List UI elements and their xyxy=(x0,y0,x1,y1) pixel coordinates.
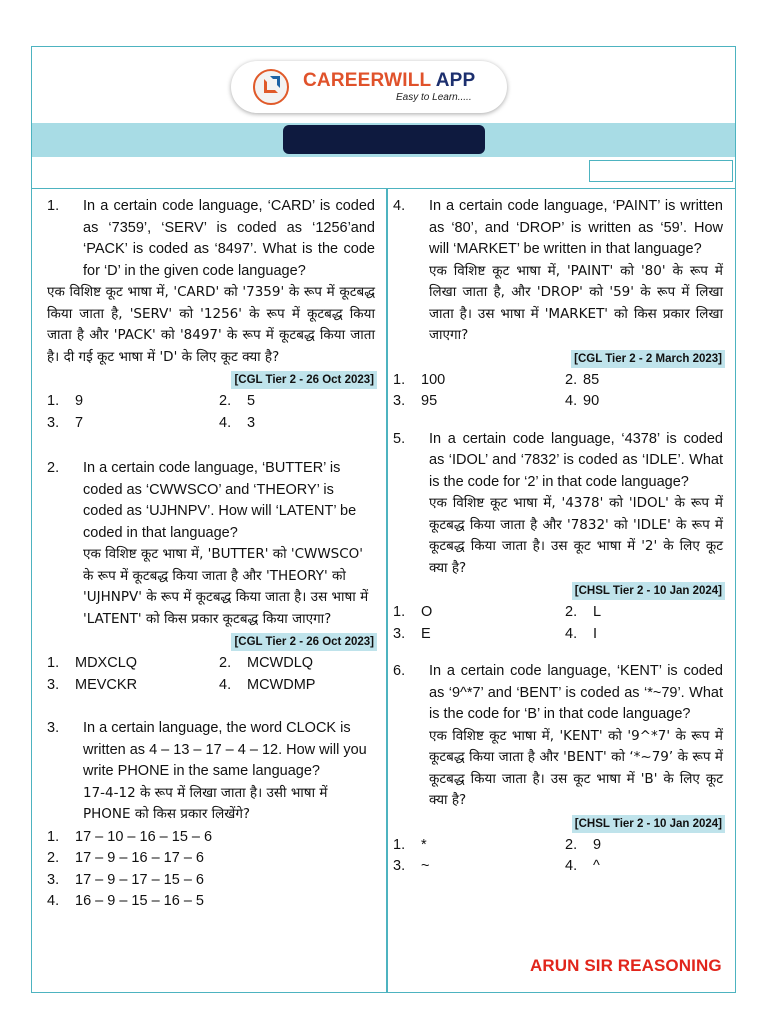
option-4[interactable]: 4. 3 xyxy=(219,414,256,431)
exam-source-badge: [CHSL Tier 2 - 10 Jan 2024] xyxy=(572,582,725,600)
option-2[interactable]: 2. L xyxy=(565,604,602,620)
question-number: 1. xyxy=(47,198,60,214)
option-4[interactable]: 4. 16 – 9 – 15 – 16 – 5 xyxy=(47,893,204,909)
exam-source-badge: [CGL Tier 2 - 2 March 2023] xyxy=(571,350,725,368)
question-text-en: In a certain language, the word CLOCK is written as 4 – 13 – 17 – 4 – 12. How will you write PHONE in the same language? xyxy=(83,720,367,779)
options-grid xyxy=(393,370,723,413)
option-3[interactable]: 3. 17 – 9 – 17 – 15 – 6 xyxy=(47,871,204,888)
question-4 xyxy=(393,196,723,413)
title-placeholder-pill xyxy=(283,125,485,154)
brand-logo-banner xyxy=(231,61,507,113)
option-3[interactable]: 3. ~ xyxy=(393,858,430,874)
question-number: 2. xyxy=(47,460,60,476)
question-text-hi: एक विशिष्ट कूट भाषा में, 'KENT' को '9^*7' के रूप में कूटबद्ध किया जाता है और 'BENT' को ‘*~79’ के रूप में कूटबद्ध किया जाता है। उस कूट भाषा में 'B' के लिए कूट क्या है? xyxy=(429,727,723,808)
option-2[interactable]: 2. 9 xyxy=(565,836,602,853)
question-3 xyxy=(47,718,375,913)
option-1[interactable]: 1. 9 xyxy=(47,393,84,409)
option-2[interactable]: 2. MCWDLQ xyxy=(219,655,314,671)
question-number: 4. xyxy=(393,198,406,214)
question-text-en: In a certain code language, ‘4378’ is coded as ‘IDOL’ and ‘7832’ is coded as ‘IDLE’. What is the code for ‘2’ in that code language? xyxy=(429,430,723,490)
option-1[interactable]: 1. MDXCLQ xyxy=(47,655,138,671)
careerwill-logo-icon xyxy=(253,69,289,105)
question-number: 5. xyxy=(393,430,406,447)
left-column xyxy=(47,196,375,913)
author-signature: ARUN SIR REASONING xyxy=(530,956,722,975)
option-3[interactable]: 3. 7 xyxy=(47,414,84,431)
options-grid xyxy=(393,602,723,645)
options-grid xyxy=(47,391,375,434)
question-5 xyxy=(393,429,723,646)
question-text-hi: एक विशिष्ट कूट भाषा में, 'PAINT' को '80' के रूप में लिखा जाता है, और 'DROP' को '59' के रूप में लिखा जाता है। उस भाषा में 'MARKET' को किस प्रकार लिखा जाएगा? xyxy=(429,262,723,343)
right-column xyxy=(393,196,723,878)
exam-source-badge: [CGL Tier 2 - 26 Oct 2023] xyxy=(231,371,377,389)
options-grid xyxy=(47,653,375,696)
question-text-hi: एक विशिष्ट कूट भाषा में, 'CARD' को '7359' के रूप में कूटबद्ध किया जाता है, 'SERV' को '1256' के रूप में कूटबद्ध किया जाता है और 'PACK' को '8497' के रूप में कूटबद्ध किया जाता है। दी गई कूट भाषा में 'D' के लिए कूट क्या है? xyxy=(47,284,375,365)
question-1 xyxy=(47,196,375,434)
page-number-box xyxy=(589,160,733,182)
option-4[interactable]: 4. 90 xyxy=(565,393,600,409)
brand-name-part2: APP xyxy=(430,70,476,91)
question-text-hi: 17-4-12 के रूप में लिखा जाता है। उसी भाषा में PHONE को किस प्रकार लिखेंगे? xyxy=(83,784,328,822)
option-3[interactable]: 3. E xyxy=(393,625,431,642)
exam-source-badge: [CGL Tier 2 - 26 Oct 2023] xyxy=(231,633,377,651)
option-2[interactable]: 2. 17 – 9 – 16 – 17 – 6 xyxy=(47,850,204,866)
option-4[interactable]: 4. ^ xyxy=(565,858,600,874)
options-list xyxy=(47,827,375,913)
question-text-hi: एक विशिष्ट कूट भाषा में, 'BUTTER' को 'CWWSCO' के रूप में कूटबद्ध किया जाता है और 'THEORY' को 'UJHNPV' के रूप में कूटबद्ध किया जाता है। उस भाषा में 'LATENT' को किस प्रकार कूटबद्ध किया जाएगा? xyxy=(83,546,369,627)
question-text-en: In a certain code language, ‘CARD’ is coded as ‘7359’, ‘SERV’ is coded as ‘1256’and ‘PACK’ is coded as ‘8497’. What is the code for ‘D’ in the given code language? xyxy=(83,198,375,279)
option-3[interactable]: 3. 95 xyxy=(393,393,438,409)
question-text-en: In a certain code language, ‘BUTTER’ is coded as ‘CWWSCO’ and ‘THEORY’ is coded as ‘UJHNPV’. How will ‘LATENT’ be coded in that language? xyxy=(83,460,357,541)
brand-tagline: Easy to Learn..... xyxy=(396,92,472,103)
option-1[interactable]: 1. 17 – 10 – 16 – 15 – 6 xyxy=(47,828,213,845)
options-grid xyxy=(393,835,723,878)
exam-source-badge: [CHSL Tier 2 - 10 Jan 2024] xyxy=(572,815,725,833)
option-2[interactable]: 2. 5 xyxy=(219,393,256,409)
option-3[interactable]: 3. MEVCKR xyxy=(47,676,138,693)
question-text-en: In a certain code language, ‘KENT’ is coded as ‘9^*7’ and ‘BENT’ is coded as ‘*~79’. What is the code for ‘B’ in that code language? xyxy=(429,663,723,722)
option-4[interactable]: 4. MCWDMP xyxy=(219,676,316,693)
question-number: 6. xyxy=(393,663,406,679)
question-2 xyxy=(47,458,375,696)
header-divider xyxy=(32,188,735,189)
question-6 xyxy=(393,661,723,878)
option-2[interactable]: 2. 85 xyxy=(565,371,600,388)
question-text-en: In a certain code language, ‘PAINT’ is written as ‘80’, and ‘DROP’ is written as ‘59’. How will ‘MARKET’ be written in that language? xyxy=(429,198,723,257)
option-1[interactable]: 1. 100 xyxy=(393,371,446,388)
column-divider xyxy=(386,189,388,993)
brand-name xyxy=(303,70,475,92)
question-text-hi: एक विशिष्ट कूट भाषा में, '4378' को 'IDOL' के रूप में कूटबद्ध किया जाता है और '7832' को 'IDLE' के रूप में कूटबद्ध किया जाता है। उस कूट भाषा में '2' के लिए कूट क्या है? xyxy=(429,495,723,576)
option-1[interactable]: 1. * xyxy=(393,836,427,853)
option-4[interactable]: 4. I xyxy=(565,625,598,642)
option-1[interactable]: 1. O xyxy=(393,604,433,620)
brand-name-part1: CAREERWILL xyxy=(303,70,431,91)
question-number: 3. xyxy=(47,720,60,736)
